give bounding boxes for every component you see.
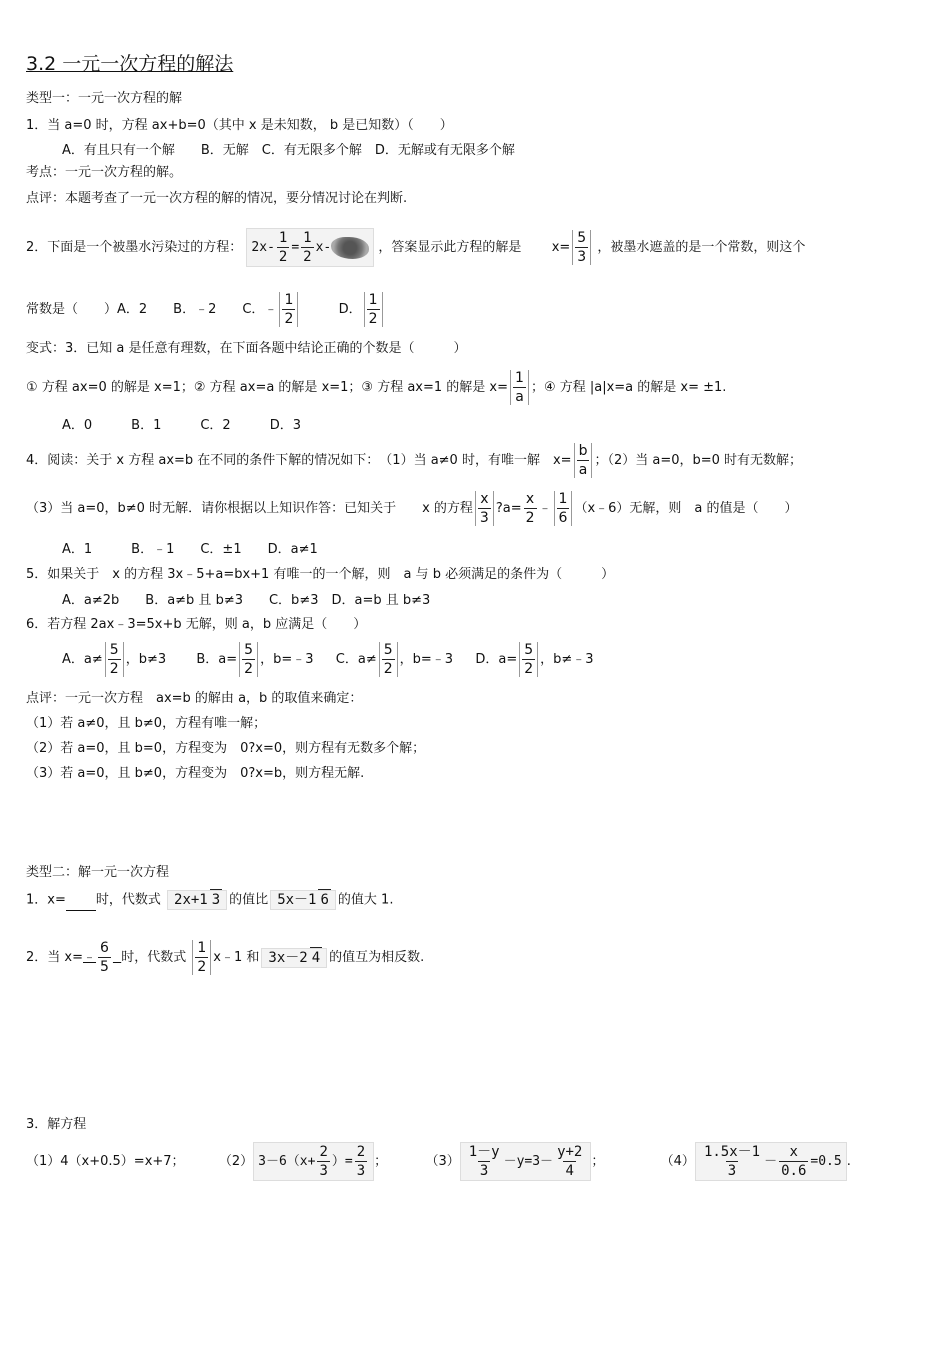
t2-q1 (26, 890, 393, 911)
ink-blot-image (331, 237, 369, 259)
q2-mid: ，答案显示此方程的解是 (378, 240, 522, 255)
q1-kaodian: 考点：一元一次方程的解。 (26, 165, 183, 180)
t2q3-problems (26, 1142, 851, 1181)
fraction (364, 292, 383, 327)
q6-option-a: A．a≠ (62, 652, 103, 667)
q3-stem: 变式：3．已知 a 是任意有理数，在下面各题中结论正确的个数是（ ） (26, 341, 467, 356)
denominator: 6 (558, 510, 568, 526)
q3-part2: ；④ 方程 |a|x=a 的解是 x= ±1. (530, 380, 727, 395)
t2q2-mid: 时，代数式 (121, 950, 187, 965)
t2q1-pre: 1．x= (26, 892, 66, 908)
numerator: 5 (244, 642, 254, 658)
denominator: 2 (244, 661, 254, 677)
fraction (574, 443, 593, 478)
page-title: 3.2 一元一次方程的解法 (26, 53, 234, 75)
eq-part: 3－6（x+ (258, 1154, 316, 1169)
eq-part: = (291, 240, 300, 255)
answer-sign: ﹣ (83, 950, 97, 965)
denominator: 3 (727, 1163, 737, 1179)
q4-line1-post: ；（2）当 a=0，b=0 时有无数解； (594, 453, 803, 468)
denominator: 3 (577, 249, 587, 265)
review-line-1: 点评：一元一次方程 ax=b 的解由 a，b 的取值来确定： (26, 691, 363, 706)
fraction (355, 1145, 367, 1178)
fraction (779, 1145, 808, 1178)
q6-option-a-post: ，b≠3 (125, 652, 167, 667)
eq-part: ﹣ (538, 501, 552, 516)
eq-end: ； (374, 1154, 388, 1169)
numerator: 1 (284, 292, 294, 308)
fraction (279, 292, 298, 327)
fraction (475, 491, 494, 526)
q2-options-text: 常数是（ ）A．2 B．﹣2 C．﹣ (26, 302, 278, 317)
denominator: a (578, 462, 588, 478)
numerator: 2 (356, 1144, 366, 1160)
fraction (105, 642, 124, 677)
denominator: 4 (565, 1163, 574, 1179)
denominator: 2 (278, 249, 288, 265)
numerator: 1 (558, 491, 568, 507)
q1-dianping: 点评：本题考查了一元一次方程的解的情况，要分情况讨论在判断. (26, 191, 408, 206)
denominator: 3 (479, 1163, 489, 1179)
eq-part: ）= (331, 1154, 353, 1169)
q4-line2-post: （x﹣6）无解，则 a 的值是（ ） (574, 501, 798, 516)
t2q1-mid2: 的值比 (229, 892, 269, 908)
section-type2-heading: 类型二：解一元一次方程 (26, 865, 170, 880)
t2q3-problem-3-label: （3） (425, 1154, 460, 1169)
t2q3-problem-2-image (253, 1142, 374, 1181)
t2q3-stem: 3．解方程 (26, 1117, 87, 1132)
numerator: 3x－2 (268, 949, 308, 966)
q3-statements (26, 370, 726, 405)
q6-option-d-post: ，b≠﹣3 (540, 652, 594, 667)
eq-end: ； (591, 1154, 605, 1169)
denominator: 2 (303, 249, 312, 265)
q2-pre: 2．下面是一个被墨水污染过的方程： (26, 240, 243, 255)
review-line-4: （3）若 a=0，且 b≠0，方程变为 0?x=b，则方程无解. (26, 766, 365, 781)
q4-line2-pre: （3）当 a=0，b≠0 时无解．请你根据以上知识作答：已知关于 x 的方程 (26, 501, 473, 516)
eq-part: 2x- (251, 240, 275, 255)
numerator: x (480, 491, 489, 507)
numerator: b (578, 443, 588, 459)
section-type1-heading: 类型一：一元一次方程的解 (26, 91, 183, 106)
fraction-image (270, 890, 336, 910)
q3-options: A．0 B．1 C．2 D．3 (62, 418, 301, 433)
denominator: 2 (368, 311, 378, 327)
q6-option-d: D．a= (475, 652, 518, 667)
numerator: 5 (524, 642, 534, 658)
q2-line2 (26, 292, 385, 327)
fraction (702, 1145, 762, 1178)
q1-stem: 1．当 a=0 时，方程 ax+b=0（其中 x 是未知数， b 是已知数）（ ） (26, 118, 453, 133)
t2q2-pre: 2．当 x= (26, 950, 83, 965)
fraction (379, 642, 398, 677)
denominator: 2 (524, 661, 534, 677)
t2q3-problem-1: （1）4（x+0.5）=x+7； (26, 1154, 185, 1169)
fraction (239, 642, 258, 677)
t2q3-problem-4-image (695, 1142, 847, 1181)
t2q2-post: 的值互为相反数. (329, 950, 425, 965)
fraction (524, 492, 537, 525)
denominator: 6 (318, 889, 330, 908)
answer-blank (66, 892, 96, 911)
numerator: y+2 (557, 1144, 583, 1160)
fraction (467, 1145, 502, 1178)
q2-post: ，被墨水遮盖的是一个常数，则这个 (597, 240, 806, 255)
numerator: x (525, 491, 535, 507)
t2q1-post: 的值大 1. (337, 892, 394, 908)
denominator: 2 (525, 510, 535, 526)
t2q3-problem-4-label: （4） (660, 1154, 695, 1169)
numerator: 2 (319, 1144, 328, 1160)
numerator: 1 (515, 370, 524, 386)
eq-part: ?a= (495, 501, 522, 516)
t2q3-problem-2-label: （2） (218, 1154, 254, 1169)
fraction (192, 940, 211, 975)
denominator: 5 (100, 959, 109, 975)
fraction (519, 642, 538, 677)
fraction (301, 231, 313, 264)
numerator: 1 (303, 230, 312, 246)
denominator: 3 (479, 510, 489, 526)
denominator: 2 (197, 959, 207, 975)
numerator: x (789, 1144, 798, 1160)
numerator: 1 (197, 940, 207, 956)
fraction-image (167, 890, 227, 910)
q5-stem: 5．如果关于 x 的方程 3x﹣5+a=bx+1 有唯一的一个解，则 a 与 b 必须满足的条件为（ ） (26, 567, 615, 582)
t2q1-mid: 时，代数式 (95, 892, 161, 908)
q2-option-d-label: D． (338, 302, 362, 317)
numerator: 1.5x－1 (703, 1144, 761, 1160)
numerator: 2x+1 (174, 892, 208, 908)
q3-part1: ① 方程 ax=0 的解是 x=1；② 方程 ax=a 的解是 x=1；③ 方程 ax=1 的解是 x= (26, 380, 509, 395)
denominator: 3 (356, 1163, 366, 1179)
q6-option-c-post: ，b=﹣3 (399, 652, 454, 667)
eq-part: － (764, 1154, 778, 1169)
fraction (510, 370, 529, 405)
t2q3-problem-3-image (460, 1142, 592, 1181)
q4-line2 (26, 491, 798, 526)
fraction (98, 941, 111, 974)
eq-part: =0.5 (810, 1154, 842, 1169)
fraction (555, 1145, 584, 1178)
fraction (572, 230, 591, 265)
denominator: 2 (109, 661, 119, 677)
numerator: 5x－1 (277, 892, 317, 908)
q2-solution-x: x= (551, 240, 571, 255)
t2-q2 (26, 940, 424, 975)
fraction (317, 1145, 329, 1178)
denominator: 4 (310, 947, 322, 966)
q4-options: A．1 B．﹣1 C．±1 D．a≠1 (62, 542, 318, 557)
q6-options (62, 642, 594, 677)
fraction-image (261, 948, 327, 968)
numerator: 5 (383, 642, 393, 658)
review-line-3: （2）若 a=0，且 b=0，方程变为 0?x=0，则方程有无数多个解； (26, 741, 426, 756)
t2q2-answer (83, 940, 121, 975)
denominator: 2 (383, 661, 393, 677)
denominator: a (515, 389, 524, 405)
q6-stem: 6．若方程 2ax﹣3=5x+b 无解，则 a，b 应满足（ ） (26, 617, 367, 632)
denominator: 3 (319, 1163, 328, 1179)
eq-part: x- (315, 240, 332, 255)
denominator: 3 (210, 889, 222, 908)
numerator: 1 (278, 230, 288, 246)
fraction (277, 231, 289, 264)
q6-option-b: B．a= (196, 652, 238, 667)
q4-line1 (26, 443, 802, 478)
q1-options: A．有且只有一个解 B．无解 C．有无限多个解 D．无解或有无限多个解 (62, 143, 515, 158)
denominator: 2 (284, 311, 294, 327)
q5-options: A．a≠2b B．a≠b 且 b≠3 C．b≠3 D．a=b 且 b≠3 (62, 593, 431, 608)
q2-line1 (26, 228, 805, 267)
q6-option-c: C．a≠ (335, 652, 377, 667)
q6-option-b-post: ，b=﹣3 (260, 652, 314, 667)
fraction (554, 491, 573, 526)
numerator: 5 (577, 230, 587, 246)
t2q2-mid2: x﹣1 和 (213, 950, 260, 965)
eq-part: －y=3－ (503, 1154, 554, 1169)
numerator: 6 (100, 940, 109, 956)
eq-end: . (846, 1154, 851, 1169)
q4-line1-pre: 4．阅读：关于 x 方程 ax=b 在不同的条件下解的情况如下： （1）当 a≠0 时，有唯一解 x= (26, 453, 572, 468)
numerator: 1 (368, 292, 378, 308)
numerator: 5 (109, 642, 119, 658)
q2-equation-image (246, 228, 374, 267)
denominator: 0.6 (781, 1163, 807, 1179)
numerator: 1－y (468, 1144, 500, 1160)
review-line-2: （1）若 a≠0，且 b≠0，方程有唯一解； (26, 716, 267, 731)
